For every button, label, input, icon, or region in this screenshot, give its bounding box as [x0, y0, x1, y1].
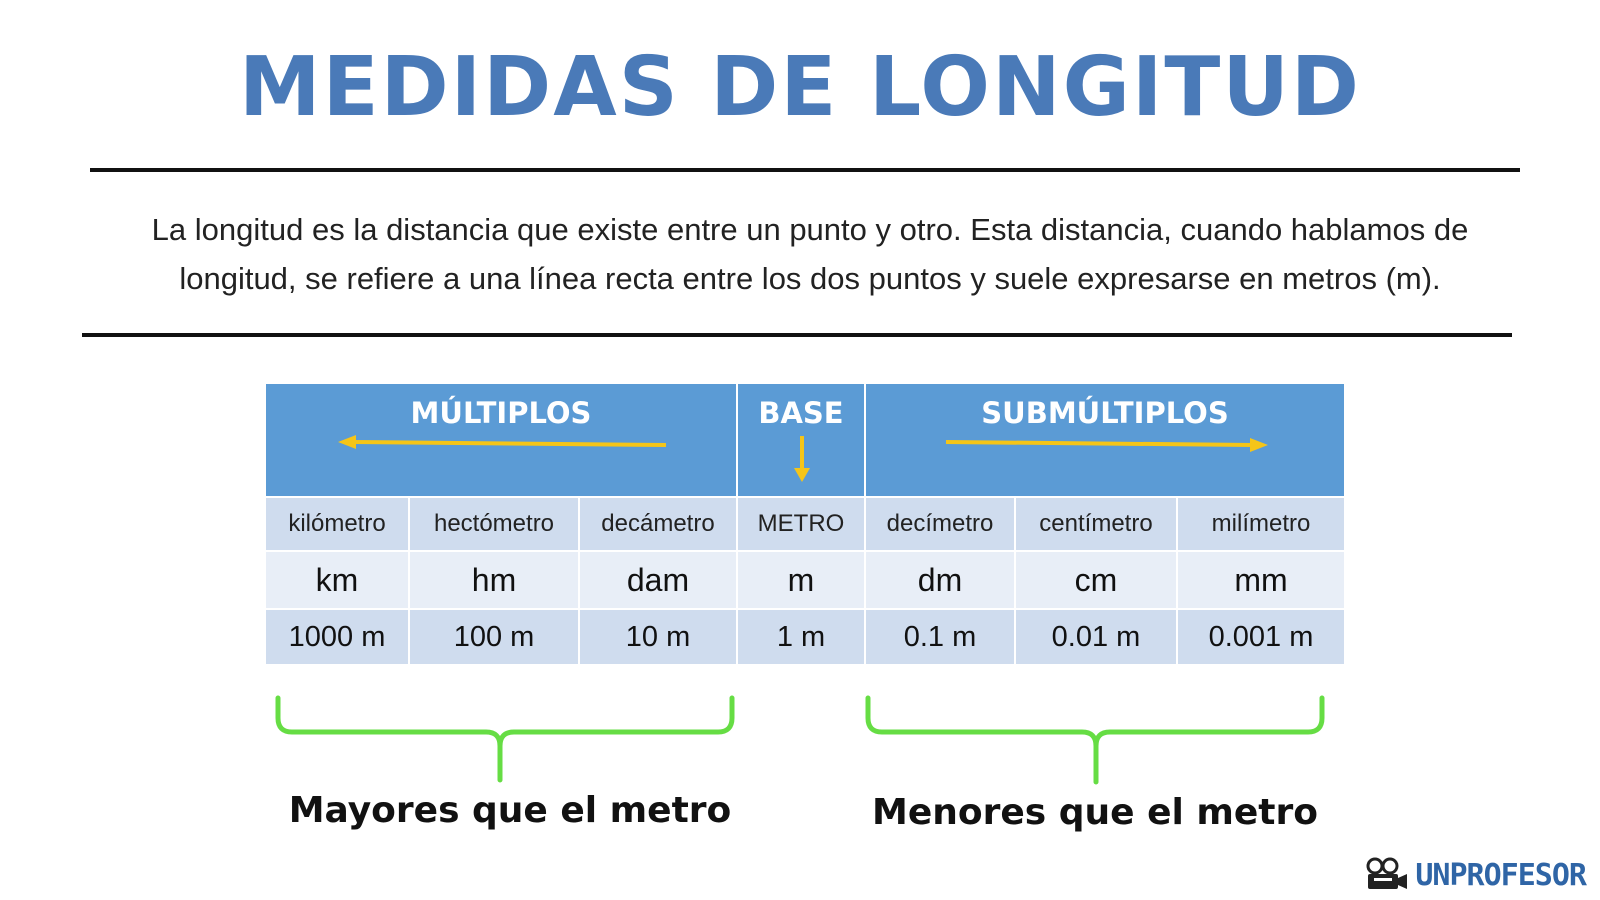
- unit-abbreviation-cell: dm: [865, 551, 1015, 609]
- multiples-label: MÚLTIPLOS: [410, 396, 592, 430]
- unit-abbreviation-cell: m: [737, 551, 865, 609]
- unit-value-cell: 10 m: [579, 609, 737, 665]
- brand-logo: [1365, 855, 1586, 895]
- unit-abbreviation-cell: cm: [1015, 551, 1177, 609]
- multiples-header: [265, 383, 737, 497]
- down-arrow-icon: [738, 434, 866, 484]
- left-brace-icon: [278, 698, 732, 780]
- unit-value-row: [265, 609, 1345, 665]
- unit-value-cell: 0.01 m: [1015, 609, 1177, 665]
- right-brace-icon: [868, 698, 1322, 782]
- right-arrow-icon: [866, 434, 1346, 464]
- unit-name-cell: kilómetro: [265, 497, 409, 551]
- unit-abbreviation-cell: dam: [579, 551, 737, 609]
- film-camera-icon: [1365, 857, 1409, 893]
- units-table: [264, 382, 1346, 666]
- unit-abbreviation-cell: km: [265, 551, 409, 609]
- unit-abbreviation-cell: mm: [1177, 551, 1345, 609]
- unit-abbreviation-cell: hm: [409, 551, 579, 609]
- unit-name-cell: hectómetro: [409, 497, 579, 551]
- unit-abbreviation-row: [265, 551, 1345, 609]
- base-label: BASE: [758, 396, 844, 430]
- unit-name-cell: METRO: [737, 497, 865, 551]
- submultiples-header: [865, 383, 1345, 497]
- unit-name-row: [265, 497, 1345, 551]
- greater-than-meter-label: Mayores que el metro: [288, 790, 732, 831]
- unit-name-cell: decámetro: [579, 497, 737, 551]
- unit-name-cell: centímetro: [1015, 497, 1177, 551]
- unit-name-cell: decímetro: [865, 497, 1015, 551]
- unit-value-cell: 0.1 m: [865, 609, 1015, 665]
- less-than-meter-label: Menores que el metro: [872, 792, 1318, 833]
- unit-name-cell: milímetro: [1177, 497, 1345, 551]
- table-header-row: [265, 383, 1345, 497]
- base-header: [737, 383, 865, 497]
- unit-value-cell: 0.001 m: [1177, 609, 1345, 665]
- submultiples-label: SUBMÚLTIPLOS: [981, 396, 1229, 430]
- intro-paragraph: La longitud es la distancia que existe entre un punto y otro. Esta distancia, cuando hablamos de longitud, se refiere a una línea recta entre los dos puntos y suele expresarse en metros (m).: [151, 212, 1469, 296]
- unit-value-cell: 1 m: [737, 609, 865, 665]
- unit-value-cell: 1000 m: [265, 609, 409, 665]
- page-title: MEDIDAS DE LONGITUD: [238, 40, 1362, 135]
- bottom-divider: [82, 333, 1512, 337]
- brand-name: UNPROFESOR: [1415, 857, 1586, 893]
- top-divider: [90, 168, 1520, 172]
- left-arrow-icon: [266, 434, 738, 464]
- unit-value-cell: 100 m: [409, 609, 579, 665]
